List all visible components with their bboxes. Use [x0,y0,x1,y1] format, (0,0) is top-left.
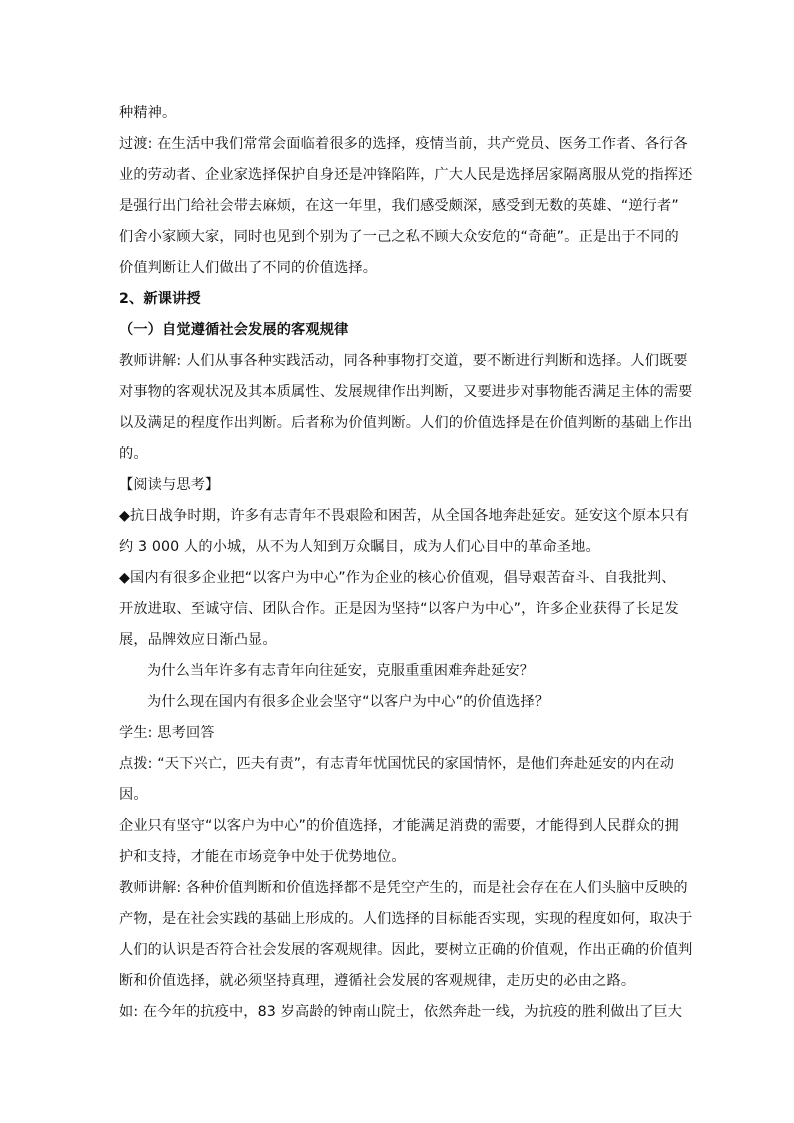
subsection-heading: （一）自觉遵循社会发展的客观规律 [119,322,349,338]
text-line: 点拨: “天下兴亡，匹夫有责”，有志青年忧国忧民的家国情怀，是他们奔赴延安的内在动 [119,756,675,772]
text-line: 的。 [119,446,148,462]
text-line: 如: 在今年的抗疫中，83 岁高龄的钟南山院士，依然奔赴一线，为抗疫的胜利做出了巨大 [119,1004,683,1020]
question-line: 为什么当年许多有志青年向往延安，克服重重困难奔赴延安？ [147,663,535,679]
text-line: 以及满足的程度作出判断。后者称为价值判断。人们的价值选择是在价值判断的基础上作出 [119,415,693,431]
text-line: 业的劳动者、企业家选择保护自身还是冲锋陷阵，广大人民是选择居家隔离服从党的指挥还 [119,167,693,183]
text-line: 是强行出门给社会带去麻烦，在这一年里，我们感受颇深，感受到无数的英雄、“逆行者” [119,198,679,214]
text-line: 对事物的客观状况及其本质属性、发展规律作出判断，又要进步对事物能否满足主体的需要 [119,384,693,400]
text-line: 们舍小家顾大家，同时也见到个别为了一己之私不顾大众安危的“奇葩”。正是出于不同的 [119,229,679,245]
question-line: 为什么现在国内有很多企业会坚守“以客户为中心”的价值选择？ [147,694,550,710]
text-line: 过渡: 在生活中我们常常会面临着很多的选择，疫情当前，共产党员、医务工作者、各行各 [119,136,688,152]
text-line: 开放进取、至诚守信、团队合作。正是因为坚持“以客户为中心”，许多企业获得了长足发 [119,601,679,617]
text-line: 断和价值选择，就必须坚持真理，遵循社会发展的客观规律，走历史的必由之路。 [119,973,636,989]
bullet-item: ◆抗日战争时期，许多有志青年不畏艰险和困苦，从全国各地奔赴延安。延安这个原本只有 [119,508,690,524]
text-line: 因。 [119,787,148,803]
text-line: 教师讲解: 人们从事各种实践活动，同各种事物打交道，要不断进行判断和选择。人们既要 [119,353,688,369]
text-line: 约 3 000 人的小城，从不为人知到万众瞩目，成为人们心目中的革命圣地。 [119,539,600,555]
text-line: 展，品牌效应日渐凸显。 [119,632,277,648]
text-line: 产物，是在社会实践的基础上形成的。人们选择的目标能否实现，实现的程度如何，取决于 [119,911,693,927]
text-line: 护和支持，才能在市场竞争中处于优势地位。 [119,849,406,865]
section-heading: 2、新课讲授 [119,291,201,307]
reading-section-label: 【阅读与思考】 [119,477,220,493]
text-line: 人们的认识是否符合社会发展的客观规律。因此，要树立正确的价值观，作出正确的价值判 [119,942,693,958]
bullet-item: ◆国内有很多企业把“以客户为中心”作为企业的核心价值观，倡导艰苦奋斗、自我批判、 [119,570,676,586]
text-line: 种精神。 [119,105,177,121]
text-line: 学生: 思考回答 [119,725,215,741]
text-line: 价值判断让人们做出了不同的价值选择。 [119,260,378,276]
text-line: 企业只有坚守“以客户为中心”的价值选择，才能满足消费的需要，才能得到人民群众的拥 [119,818,679,834]
text-line: 教师讲解: 各种价值判断和价值选择都不是凭空产生的，而是社会存在在人们头脑中反映的 [119,880,688,896]
